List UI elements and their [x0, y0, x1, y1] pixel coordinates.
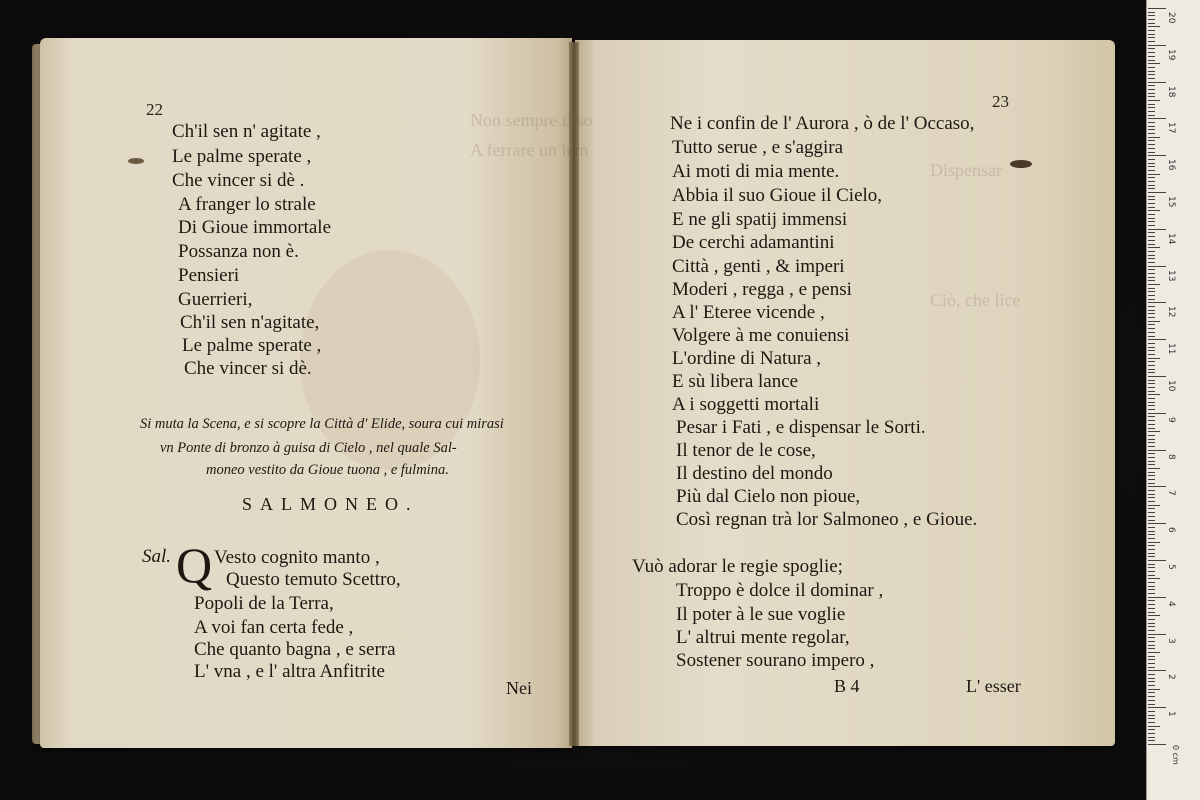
ruler-number: 4 — [1166, 600, 1176, 607]
ruler-tick — [1148, 553, 1155, 554]
ruler-tick — [1148, 586, 1155, 587]
verse-line: Ch'il sen n' agitate , — [172, 121, 321, 142]
ruler-tick — [1148, 299, 1155, 300]
ruler-tick — [1148, 133, 1155, 134]
ruler-tick — [1148, 424, 1155, 425]
ruler-tick — [1148, 240, 1155, 241]
ruler-tick — [1148, 155, 1166, 156]
verse-line: Che vincer si dè. — [184, 358, 312, 379]
ruler-tick — [1148, 457, 1155, 458]
verse-line: Il tenor de le cose, — [676, 440, 816, 461]
ruler-tick — [1148, 262, 1155, 263]
ruler-tick — [1148, 575, 1155, 576]
ruler-tick — [1148, 71, 1155, 72]
ruler-tick — [1148, 744, 1166, 745]
verse-line: E ne gli spatij immensi — [672, 209, 848, 230]
ruler-tick — [1148, 104, 1155, 105]
ruler-tick — [1148, 637, 1155, 638]
verse-line: Le palme sperate , — [182, 335, 322, 356]
ruler-tick — [1148, 501, 1155, 502]
ruler-tick — [1148, 269, 1155, 270]
ruler-tick — [1148, 37, 1155, 38]
ruler-tick — [1148, 78, 1155, 79]
ruler-tick — [1148, 122, 1155, 123]
verse-line: Il poter à le sue voglie — [676, 604, 846, 625]
ruler-tick — [1148, 247, 1160, 248]
ruler-tick — [1148, 531, 1155, 532]
ruler-number: 19 — [1166, 48, 1176, 61]
ruler-tick — [1148, 391, 1155, 392]
ruler-number: 10 — [1166, 380, 1176, 392]
ruler-tick — [1148, 244, 1155, 245]
ruler-tick — [1148, 645, 1155, 646]
character-heading: SALMONEO. — [242, 494, 419, 514]
ruler-tick — [1148, 321, 1160, 322]
ruler-number: 2 — [1166, 674, 1176, 681]
ruler-tick — [1148, 556, 1155, 557]
ruler-tick — [1148, 479, 1155, 480]
ruler-tick — [1148, 486, 1166, 487]
ruler-tick — [1148, 729, 1155, 730]
verse-line: Ai moti di mia mente. — [672, 161, 840, 182]
ruler-tick — [1148, 523, 1166, 524]
speech-line: L' vna , e l' altra Anfitrite — [194, 661, 385, 682]
ruler-tick — [1148, 641, 1155, 642]
ruler-tick — [1148, 442, 1155, 443]
ruler-tick — [1148, 549, 1155, 550]
ruler-tick — [1148, 718, 1155, 719]
ruler-tick — [1148, 604, 1155, 605]
ruler-tick — [1148, 520, 1155, 521]
ruler-tick — [1148, 372, 1155, 373]
ruler-tick — [1148, 67, 1155, 68]
show-through: Non sempre il so — [470, 110, 593, 130]
speech-line: A voi fan certa fede , — [194, 617, 354, 638]
drop-cap: Q — [176, 537, 213, 593]
ruler-tick — [1148, 361, 1155, 362]
ruler-tick — [1148, 188, 1155, 189]
ruler-tick — [1148, 60, 1155, 61]
ruler-tick — [1148, 468, 1160, 469]
ruler-tick — [1148, 192, 1166, 193]
speech-line: Che quanto bagna , e serra — [194, 639, 396, 660]
verse-line: Troppo è dolce il dominar , — [676, 580, 884, 601]
ruler-tick — [1148, 266, 1166, 267]
verse-line: Possanza non è. — [178, 241, 299, 262]
ruler-tick — [1148, 648, 1155, 649]
ruler-tick — [1148, 85, 1155, 86]
speech-line: Popoli de la Terra, — [194, 593, 334, 614]
ruler-tick — [1148, 707, 1166, 708]
ruler-tick — [1148, 369, 1155, 370]
show-through: Ciò, che lice — [930, 290, 1021, 310]
ruler-tick — [1148, 328, 1155, 329]
ruler-tick — [1148, 704, 1155, 705]
ruler-tick — [1148, 615, 1160, 616]
verse-line: Il destino del mondo — [676, 463, 833, 484]
ruler-tick — [1148, 185, 1155, 186]
ruler-number: 13 — [1166, 269, 1176, 282]
ruler-tick — [1148, 317, 1155, 318]
ruler-tick — [1148, 48, 1155, 49]
ruler-tick — [1148, 696, 1155, 697]
ruler-tick — [1148, 41, 1155, 42]
ruler-tick — [1148, 343, 1155, 344]
verse-line: Guerrieri, — [178, 289, 253, 310]
verse-line: De cerchi adamantini — [672, 232, 835, 253]
ruler-number: 17 — [1166, 122, 1176, 134]
ruler-tick — [1148, 387, 1155, 388]
ruler-tick — [1148, 170, 1155, 171]
ruler-tick — [1148, 678, 1155, 679]
ruler-tick — [1148, 402, 1155, 403]
ruler-tick — [1148, 148, 1155, 149]
ruler-number: 16 — [1166, 159, 1176, 171]
ruler-tick — [1148, 115, 1155, 116]
measurement-ruler — [1146, 0, 1200, 800]
ruler-tick — [1148, 93, 1155, 94]
verse-line: A i soggetti mortali — [672, 394, 820, 415]
ruler-tick — [1148, 30, 1155, 31]
ruler-tick — [1148, 593, 1155, 594]
page-number-right: 23 — [992, 92, 1009, 111]
ruler-tick — [1148, 107, 1155, 108]
verse-line: A franger lo strale — [178, 194, 316, 215]
ruler-tick — [1148, 623, 1155, 624]
stage-direction-line: Si muta la Scena, e si scopre la Città d' Elide, soura cui mirasi — [140, 416, 504, 432]
ruler-tick — [1148, 608, 1155, 609]
ruler-tick — [1148, 159, 1155, 160]
ruler-tick — [1148, 163, 1155, 164]
ruler-tick — [1148, 420, 1155, 421]
ruler-tick — [1148, 118, 1166, 119]
ruler-tick — [1148, 45, 1166, 46]
ruler-tick — [1148, 26, 1160, 27]
ruler-tick — [1148, 324, 1155, 325]
ruler-number: 18 — [1166, 85, 1176, 98]
ruler-tick — [1148, 428, 1155, 429]
ruler-tick — [1148, 689, 1160, 690]
ruler-tick — [1148, 667, 1155, 668]
ruler-tick — [1148, 578, 1160, 579]
ink-stain — [128, 158, 144, 164]
ruler-tick — [1148, 497, 1155, 498]
ruler-tick — [1148, 236, 1155, 237]
ruler-tick — [1148, 291, 1155, 292]
ruler-tick — [1148, 472, 1155, 473]
ruler-tick — [1148, 354, 1155, 355]
ruler-tick — [1148, 152, 1155, 153]
ruler-tick — [1148, 258, 1155, 259]
ruler-number: 5 — [1166, 564, 1176, 570]
show-through: A ferrare un lem — [470, 140, 589, 160]
verse-line: Pesar i Fati , e dispensar le Sorti. — [676, 417, 926, 438]
ruler-tick — [1148, 199, 1155, 200]
ruler-tick — [1148, 8, 1166, 9]
ruler-tick — [1148, 494, 1155, 495]
ruler-tick — [1148, 700, 1155, 701]
ruler-number: 6 — [1166, 527, 1176, 533]
ruler-tick — [1148, 630, 1155, 631]
verse-line: Moderi , regga , e pensi — [672, 279, 852, 300]
ruler-tick — [1148, 505, 1160, 506]
ruler-tick — [1148, 89, 1155, 90]
verse-line: Le palme sperate , — [172, 146, 312, 167]
ruler-tick — [1148, 450, 1166, 451]
ruler-tick — [1148, 306, 1155, 307]
ruler-tick — [1148, 144, 1155, 145]
ruler-tick — [1148, 214, 1155, 215]
signature-mark: B 4 — [834, 676, 860, 696]
ruler-tick — [1148, 634, 1166, 635]
ruler-tick — [1148, 137, 1160, 138]
ruler-tick — [1148, 302, 1166, 303]
ruler-tick — [1148, 12, 1155, 13]
ruler-tick — [1148, 380, 1155, 381]
ruler-number: 15 — [1166, 196, 1176, 208]
stage-direction-line: moneo vestito da Gioue tuona , e fulmina. — [206, 462, 449, 478]
speech-line: Questo temuto Scettro, — [226, 569, 401, 590]
ruler-unit: 0 cm — [1171, 745, 1180, 765]
ruler-tick — [1148, 277, 1155, 278]
ruler-tick — [1148, 405, 1155, 406]
ruler-tick — [1148, 288, 1155, 289]
ruler-tick — [1148, 715, 1155, 716]
ruler-number: 1 — [1166, 711, 1176, 717]
paper-stain — [300, 250, 480, 470]
ruler-tick — [1148, 461, 1155, 462]
ruler-tick — [1148, 600, 1155, 601]
ruler-tick — [1148, 19, 1155, 20]
ruler-tick — [1148, 284, 1160, 285]
ruler-tick — [1148, 140, 1155, 141]
ruler-tick — [1148, 210, 1160, 211]
ruler-tick — [1148, 82, 1166, 83]
ruler-tick — [1148, 439, 1155, 440]
ruler-tick — [1148, 626, 1155, 627]
ruler-number: 7 — [1166, 490, 1176, 497]
ruler-number: 12 — [1166, 306, 1176, 318]
ruler-tick — [1148, 358, 1160, 359]
ruler-tick — [1148, 295, 1155, 296]
catchword-right: L' esser — [966, 676, 1021, 696]
ruler-tick — [1148, 181, 1155, 182]
ruler-tick — [1148, 229, 1166, 230]
ruler-tick — [1148, 376, 1166, 377]
ruler-tick — [1148, 619, 1155, 620]
ruler-tick — [1148, 464, 1155, 465]
verse-line: L' altrui mente regolar, — [676, 627, 850, 648]
ruler-tick — [1148, 431, 1160, 432]
ruler-tick — [1148, 56, 1155, 57]
ruler-tick — [1148, 564, 1155, 565]
ruler-number: 8 — [1166, 453, 1176, 460]
ruler-tick — [1148, 350, 1155, 351]
ruler-tick — [1148, 737, 1155, 738]
ruler-tick — [1148, 251, 1155, 252]
ruler-tick — [1148, 332, 1155, 333]
ruler-tick — [1148, 100, 1160, 101]
ruler-tick — [1148, 15, 1155, 16]
verse-line: E sù libera lance — [672, 371, 799, 392]
stage-direction-line: vn Ponte di bronzo à guisa di Cielo , nel quale Sal- — [160, 440, 457, 456]
ruler-tick — [1148, 218, 1155, 219]
ruler-tick — [1148, 490, 1155, 491]
ruler-tick — [1148, 538, 1155, 539]
ruler-tick — [1148, 255, 1155, 256]
verse-line: Pensieri — [178, 265, 240, 286]
ruler-tick — [1148, 597, 1166, 598]
ruler-tick — [1148, 129, 1155, 130]
ruler-tick — [1148, 280, 1155, 281]
verse-line: Ch'il sen n'agitate, — [180, 312, 320, 333]
ruler-tick — [1148, 111, 1155, 112]
ruler-tick — [1148, 63, 1160, 64]
ruler-tick — [1148, 313, 1155, 314]
page-number-left: 22 — [146, 100, 163, 119]
ruler-tick — [1148, 652, 1160, 653]
ruler-tick — [1148, 560, 1166, 561]
ruler-tick — [1148, 726, 1160, 727]
ruler-tick — [1148, 692, 1155, 693]
ruler-number: 11 — [1166, 343, 1176, 355]
ruler-tick — [1148, 670, 1166, 671]
ruler-tick — [1148, 542, 1160, 543]
ruler-tick — [1148, 383, 1155, 384]
speech-line: Vesto cognito manto , — [214, 547, 380, 568]
speaker-label: Sal. — [142, 546, 172, 567]
catchword-left: Nei — [506, 678, 532, 698]
ruler-tick — [1148, 365, 1155, 366]
ruler-tick — [1148, 416, 1155, 417]
ruler-tick — [1148, 174, 1160, 175]
verse-line: Ne i confin de l' Aurora , ò de l' Occaso, — [670, 113, 975, 134]
ruler-tick — [1148, 612, 1155, 613]
ruler-number: 14 — [1166, 232, 1176, 245]
verse-line: Così regnan trà lor Salmoneo , e Gioue. — [676, 509, 978, 530]
ruler-tick — [1148, 512, 1155, 513]
ruler-tick — [1148, 508, 1155, 509]
ruler-tick — [1148, 203, 1155, 204]
ruler-tick — [1148, 166, 1155, 167]
ruler-tick — [1148, 225, 1155, 226]
ruler-tick — [1148, 336, 1155, 337]
ruler-tick — [1148, 663, 1155, 664]
ruler-tick — [1148, 446, 1155, 447]
ruler-number: 3 — [1166, 637, 1176, 644]
verse-line: Volgere à me conuiensi — [672, 325, 850, 346]
verse-line: Più dal Cielo non pioue, — [676, 486, 861, 507]
verse-line: Tutto serue , e s'aggira — [672, 137, 844, 158]
ruler-tick — [1148, 567, 1155, 568]
ruler-tick — [1148, 722, 1155, 723]
ruler-tick — [1148, 177, 1155, 178]
ruler-tick — [1148, 74, 1155, 75]
ruler-tick — [1148, 398, 1155, 399]
ruler-tick — [1148, 207, 1155, 208]
ruler-tick — [1148, 339, 1166, 340]
ruler-tick — [1148, 23, 1155, 24]
ruler-tick — [1148, 681, 1155, 682]
ruler-tick — [1148, 413, 1166, 414]
verse-line: L'ordine di Natura , — [672, 348, 822, 369]
ruler-tick — [1148, 394, 1160, 395]
ruler-tick — [1148, 534, 1155, 535]
ruler-tick — [1148, 34, 1155, 35]
ruler-tick — [1148, 347, 1155, 348]
ruler-tick — [1148, 582, 1155, 583]
ruler-tick — [1148, 685, 1155, 686]
verse-line: Città , genti , & imperi — [672, 256, 845, 277]
ruler-tick — [1148, 656, 1155, 657]
ruler-number: 20 — [1166, 12, 1176, 24]
ruler-tick — [1148, 483, 1155, 484]
ruler-tick — [1148, 571, 1155, 572]
show-through: Dispensar — [930, 160, 1002, 180]
verse-line: Vuò adorar le regie spoglie; — [632, 556, 843, 577]
ruler-tick — [1148, 659, 1155, 660]
ruler-tick — [1148, 475, 1155, 476]
ruler-tick — [1148, 733, 1155, 734]
ruler-number: 9 — [1166, 416, 1176, 423]
ruler-tick — [1148, 310, 1155, 311]
ruler-tick — [1148, 221, 1155, 222]
ruler-tick — [1148, 674, 1155, 675]
ruler-tick — [1148, 545, 1155, 546]
ruler-tick — [1148, 96, 1155, 97]
ruler-tick — [1148, 435, 1155, 436]
ruler-tick — [1148, 711, 1155, 712]
ruler-tick — [1148, 740, 1155, 741]
ruler-tick — [1148, 589, 1155, 590]
verse-line: A l' Eteree vicende , — [672, 302, 825, 323]
ruler-tick — [1148, 52, 1155, 53]
ruler-tick — [1148, 527, 1155, 528]
ruler-tick — [1148, 273, 1155, 274]
ruler-tick — [1148, 126, 1155, 127]
verse-line: Abbia il suo Gioue il Cielo, — [672, 185, 883, 206]
verse-line: Sostener sourano impero , — [676, 650, 875, 671]
verse-line: Che vincer si dè . — [172, 170, 305, 191]
ink-stain — [1010, 160, 1032, 168]
ruler-tick — [1148, 409, 1155, 410]
verse-line: Di Gioue immortale — [178, 217, 332, 238]
ruler-tick — [1148, 516, 1155, 517]
ruler-tick — [1148, 453, 1155, 454]
ruler-tick — [1148, 232, 1155, 233]
ruler-tick — [1148, 196, 1155, 197]
